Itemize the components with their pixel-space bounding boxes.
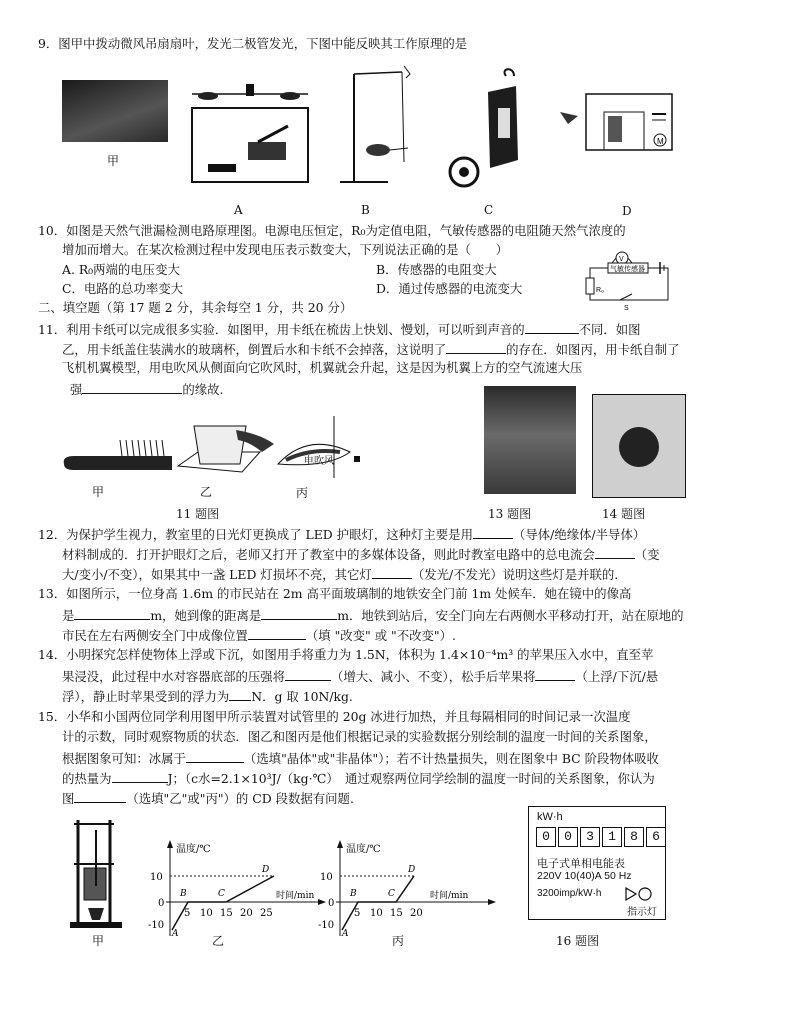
q12-blank-3[interactable] [372,566,412,579]
q11-label-yi: 乙 [200,485,213,499]
graph-bing-xtick-5: 5 [354,908,361,919]
graph-yi-xlabel: 时间/min [276,891,315,901]
q15-blank-1[interactable] [186,750,244,763]
q9-figure-d [556,86,680,170]
q9-caption-d: D [622,204,632,218]
q12-line2-a: 材料制成的．打开护眼灯之后，老师又打开了教室中的多媒体设备，则此时教室电路中的总电流会 [62,547,595,562]
q15-apparatus [64,816,128,932]
indicator-light-icon [625,887,655,901]
q11-label-bing: 丙 [296,486,309,500]
q10-line1: 10．如图是天然气泄漏检测电路原理图。电源电压恒定，R₀为定值电阻，气敏传感器的电阻随天然气浓度的 [38,223,626,238]
meter-digit: 1 [602,827,622,847]
q11-blank-3[interactable] [82,381,182,394]
q9-caption-a: A [234,203,243,217]
q13-line2-b: m，她到像的距离是 [150,608,262,623]
graph-bing-ytick-10: 10 [320,872,333,883]
q14-line2-a: 果浸没，此过程中水对容器底部的压强将 [62,669,286,684]
graph-yi-xtick-5: 5 [184,908,191,919]
graph-bing-point-c: C [388,889,395,899]
apple-shape [619,427,659,467]
q13-line1: 13．如图所示，一位身高 1.6m 的市民站在 2m 高平面玻璃制的地铁安全门前 1m 处候车．她在镜中的像高 [38,586,632,601]
graph-yi-ytick-0: 0 [158,898,165,909]
q15-caption-bing: 丙 [392,934,405,948]
q15-line3-b: （选填"晶体"或"非晶体"）；若不计热量损失，则在图象中 BC 阶段物体吸收 [243,751,659,766]
graph-bing-point-d: D [408,865,416,875]
meter-unit: kW·h [537,811,563,823]
q14-line2-c: （上浮/下沉/悬 [575,669,659,684]
q14-blank-1[interactable] [285,668,331,681]
svg-text:M: M [657,137,664,146]
q15-line5-a: 图 [62,791,75,806]
meter-digits [536,827,668,847]
q11-line2 [62,341,680,358]
q13-photo [484,386,576,494]
q16-caption: 16 题图 [556,934,600,948]
q10-circuit-voltmeter-label: V [619,256,624,263]
graph-bing-ytick-n10: -10 [318,920,335,931]
q14-blank-3[interactable] [229,688,251,701]
q11-line2-b: 的存在．如图丙，用卡纸自制了 [506,342,680,357]
q11-line4 [70,381,224,398]
q14-line3-b: N．g 取 10N/kg. [251,689,353,704]
q12-line3-b: （发光/不发光）说明这些灯是并联的. [411,567,619,582]
meter-line1: 电子式单相电能表 [537,857,625,870]
meter-digit: 0 [536,827,556,847]
q15-blank-3[interactable] [74,790,126,803]
q12-line1 [38,526,645,543]
q13-line2-a: 是 [62,608,75,623]
graph-bing-xtick-15: 15 [390,908,403,919]
q9-caption-c: C [484,203,494,217]
q11-line4-a: 强 [70,382,83,397]
graph-yi-xtick-15: 15 [220,908,233,919]
q10-circuit-sensor-label: 气敏传感器 [610,266,645,273]
q9-figure-c [444,68,528,192]
q12-blank-1[interactable] [473,526,513,539]
q14-line2 [62,668,658,685]
graph-bing-ylabel: 温度/℃ [346,844,381,855]
q13-line2 [62,607,684,624]
q14-caption: 14 题图 [602,507,646,521]
q12-line3-a: 大/变小/不变），如果其中一盏 LED 灯损坏不亮，其它灯 [62,567,372,582]
q11-dryer-label: 电吹风 [304,456,334,467]
graph-yi-point-d: D [262,865,270,875]
graph-yi-xtick-10: 10 [200,908,213,919]
q15-line4-a: 的热量为 [62,771,112,786]
graph-yi-ytick-n10: -10 [148,920,165,931]
q14-line3 [62,688,353,705]
q13-blank-1[interactable] [74,607,150,620]
meter-digit: 8 [624,827,644,847]
q11-line1-b: 不同．如图 [578,322,641,337]
energy-meter [528,806,666,920]
q15-line3-a: 根据图象可知：冰属于 [62,751,186,766]
q9-caption-b: B [361,203,370,217]
q15-graph-bing [318,840,496,940]
q9-caption-jia: 甲 [107,154,120,168]
q10-option-b: B．传感器的电阻变大 [376,262,497,277]
q11-line1 [38,321,641,338]
q10-option-c: C．电路的总功率变大 [62,281,183,296]
q11-line3: 飞机机翼模型，用电吹风从侧面向它吹风时，机翼就会升起，这是因为机翼上方的空气流速大压 [62,360,583,375]
meter-digit: 3 [580,827,600,847]
q11-blank-2[interactable] [446,341,506,354]
q15-line5-b: （选填"乙"或"丙"）的 CD 段数据有问题. [126,791,354,806]
q11-line2-a: 乙，用卡纸盖住装满水的玻璃杯，倒置后水和卡纸不会掉落，这说明了 [62,342,447,357]
q15-line3 [62,750,659,767]
section-title: 二、填空题（第 17 题 2 分，其余每空 1 分，共 20 分） [38,300,353,315]
q15-line4-b: J；（c水=2.1×10³J/（kg·℃） 通过观察两位同学绘制的温度一时间的关系图象，你认为 [167,771,655,786]
graph-bing-xtick-20: 20 [410,908,423,919]
q14-photo [592,394,686,498]
q11-line1-a: 11．利用卡纸可以完成很多实验．如图甲，用卡纸在梳齿上快划、慢划，可以听到声音的 [38,322,525,337]
q15-blank-2[interactable] [112,770,168,783]
q11-line4-b: 的缘故. [182,382,224,397]
q13-blank-3[interactable] [248,627,306,640]
q12-line1-a: 12．为保护学生视力，教室里的日光灯更换成了 LED 护眼灯，这种灯主要是用 [38,527,473,542]
q10-option-a: A. R₀两端的电压变大 [62,262,180,277]
q15-line5 [62,790,354,807]
q15-caption-jia: 甲 [92,934,105,948]
meter-indicator-label: 指示灯 [627,907,657,918]
graph-bing-ytick-0: 0 [328,898,335,909]
meter-line2: 220V 10(40)A 50 Hz [537,870,632,882]
graph-bing-point-a: A [342,929,349,939]
q15-line2: 计的示数，同时观察物质的状态．图乙和图丙是他们根据记录的实验数据分别绘制的温度一时间的关系图象， [62,729,657,744]
graph-bing-xtick-10: 10 [370,908,383,919]
q13-caption: 13 题图 [488,507,532,521]
q15-graph-yi [148,840,326,940]
graph-bing-xlabel: 时间/min [430,891,469,901]
q11-figures [60,412,360,482]
q10-option-d: D．通过传感器的电流变大 [376,281,523,296]
graph-bing-point-b: B [350,889,357,899]
graph-yi-point-c: C [218,889,225,899]
q12-line1-b: （导体/绝缘体/半导体） [512,527,646,542]
q9-text: 9．图甲中拨动微风吊扇扇叶，发光二极管发光，下图中能反映其工作原理的是 [38,36,468,51]
q14-blank-2[interactable] [535,668,575,681]
q13-line3-a: 市民在左右两侧安全门中成像位置 [62,628,248,643]
q10-circuit [584,250,680,312]
q15-line4 [62,770,655,787]
q9-figure-b [332,64,422,190]
q14-line3-a: 浮），静止时苹果受到的浮力为 [62,689,230,704]
q11-caption: 11 题图 [176,507,220,521]
meter-line3: 3200imp/kW·h [537,888,602,899]
q11-label-jia: 甲 [92,485,105,499]
q10-circuit-switch-label: S [624,305,629,312]
q13-blank-2[interactable] [261,607,337,620]
meter-digit: 6 [646,827,666,847]
graph-yi-point-b: B [180,889,187,899]
q11-blank-1[interactable] [525,321,579,334]
q15-caption-yi: 乙 [212,934,225,948]
graph-yi-xtick-20: 20 [240,908,253,919]
q14-line1: 14．小明探究怎样使物体上浮或下沉，如图用手将重力为 1.5N，体积为 1.4×10⁻⁴m³ 的苹果压入水中，直至苹 [38,647,654,662]
q13-line3 [62,627,456,644]
graph-yi-ytick-10: 10 [150,872,163,883]
q13-line3-b: （填 "改变" 或 "不改变"）. [305,628,456,643]
q9-figure-a [188,76,314,186]
q10-line2: 增加而增大。在某次检测过程中发现电压表示数变大，下列说法正确的是（ ） [62,242,509,257]
meter-digit: 0 [558,827,578,847]
graph-yi-xtick-25: 25 [260,908,273,919]
graph-yi-ylabel: 温度/℃ [176,844,211,855]
q12-blank-2[interactable] [595,546,635,559]
q12-line2-b: （变 [634,547,660,562]
q10-circuit-r0-label: R₀ [596,287,604,294]
q13-line2-c: m．地铁到站后，安全门向左右两侧水平移动打开，站在原地的 [337,608,684,623]
q14-line2-b: （增大、减小、不变），松手后苹果将 [331,669,536,684]
q12-line3 [62,566,618,583]
graph-yi-point-a: A [172,929,179,939]
q9-figure-jia-photo [62,80,168,142]
q12-line2 [62,546,660,563]
q15-line1: 15．小华和小国两位同学利用图甲所示装置对试管里的 20g 冰进行加热，并且每隔相同的时间记录一次温度 [38,709,631,724]
